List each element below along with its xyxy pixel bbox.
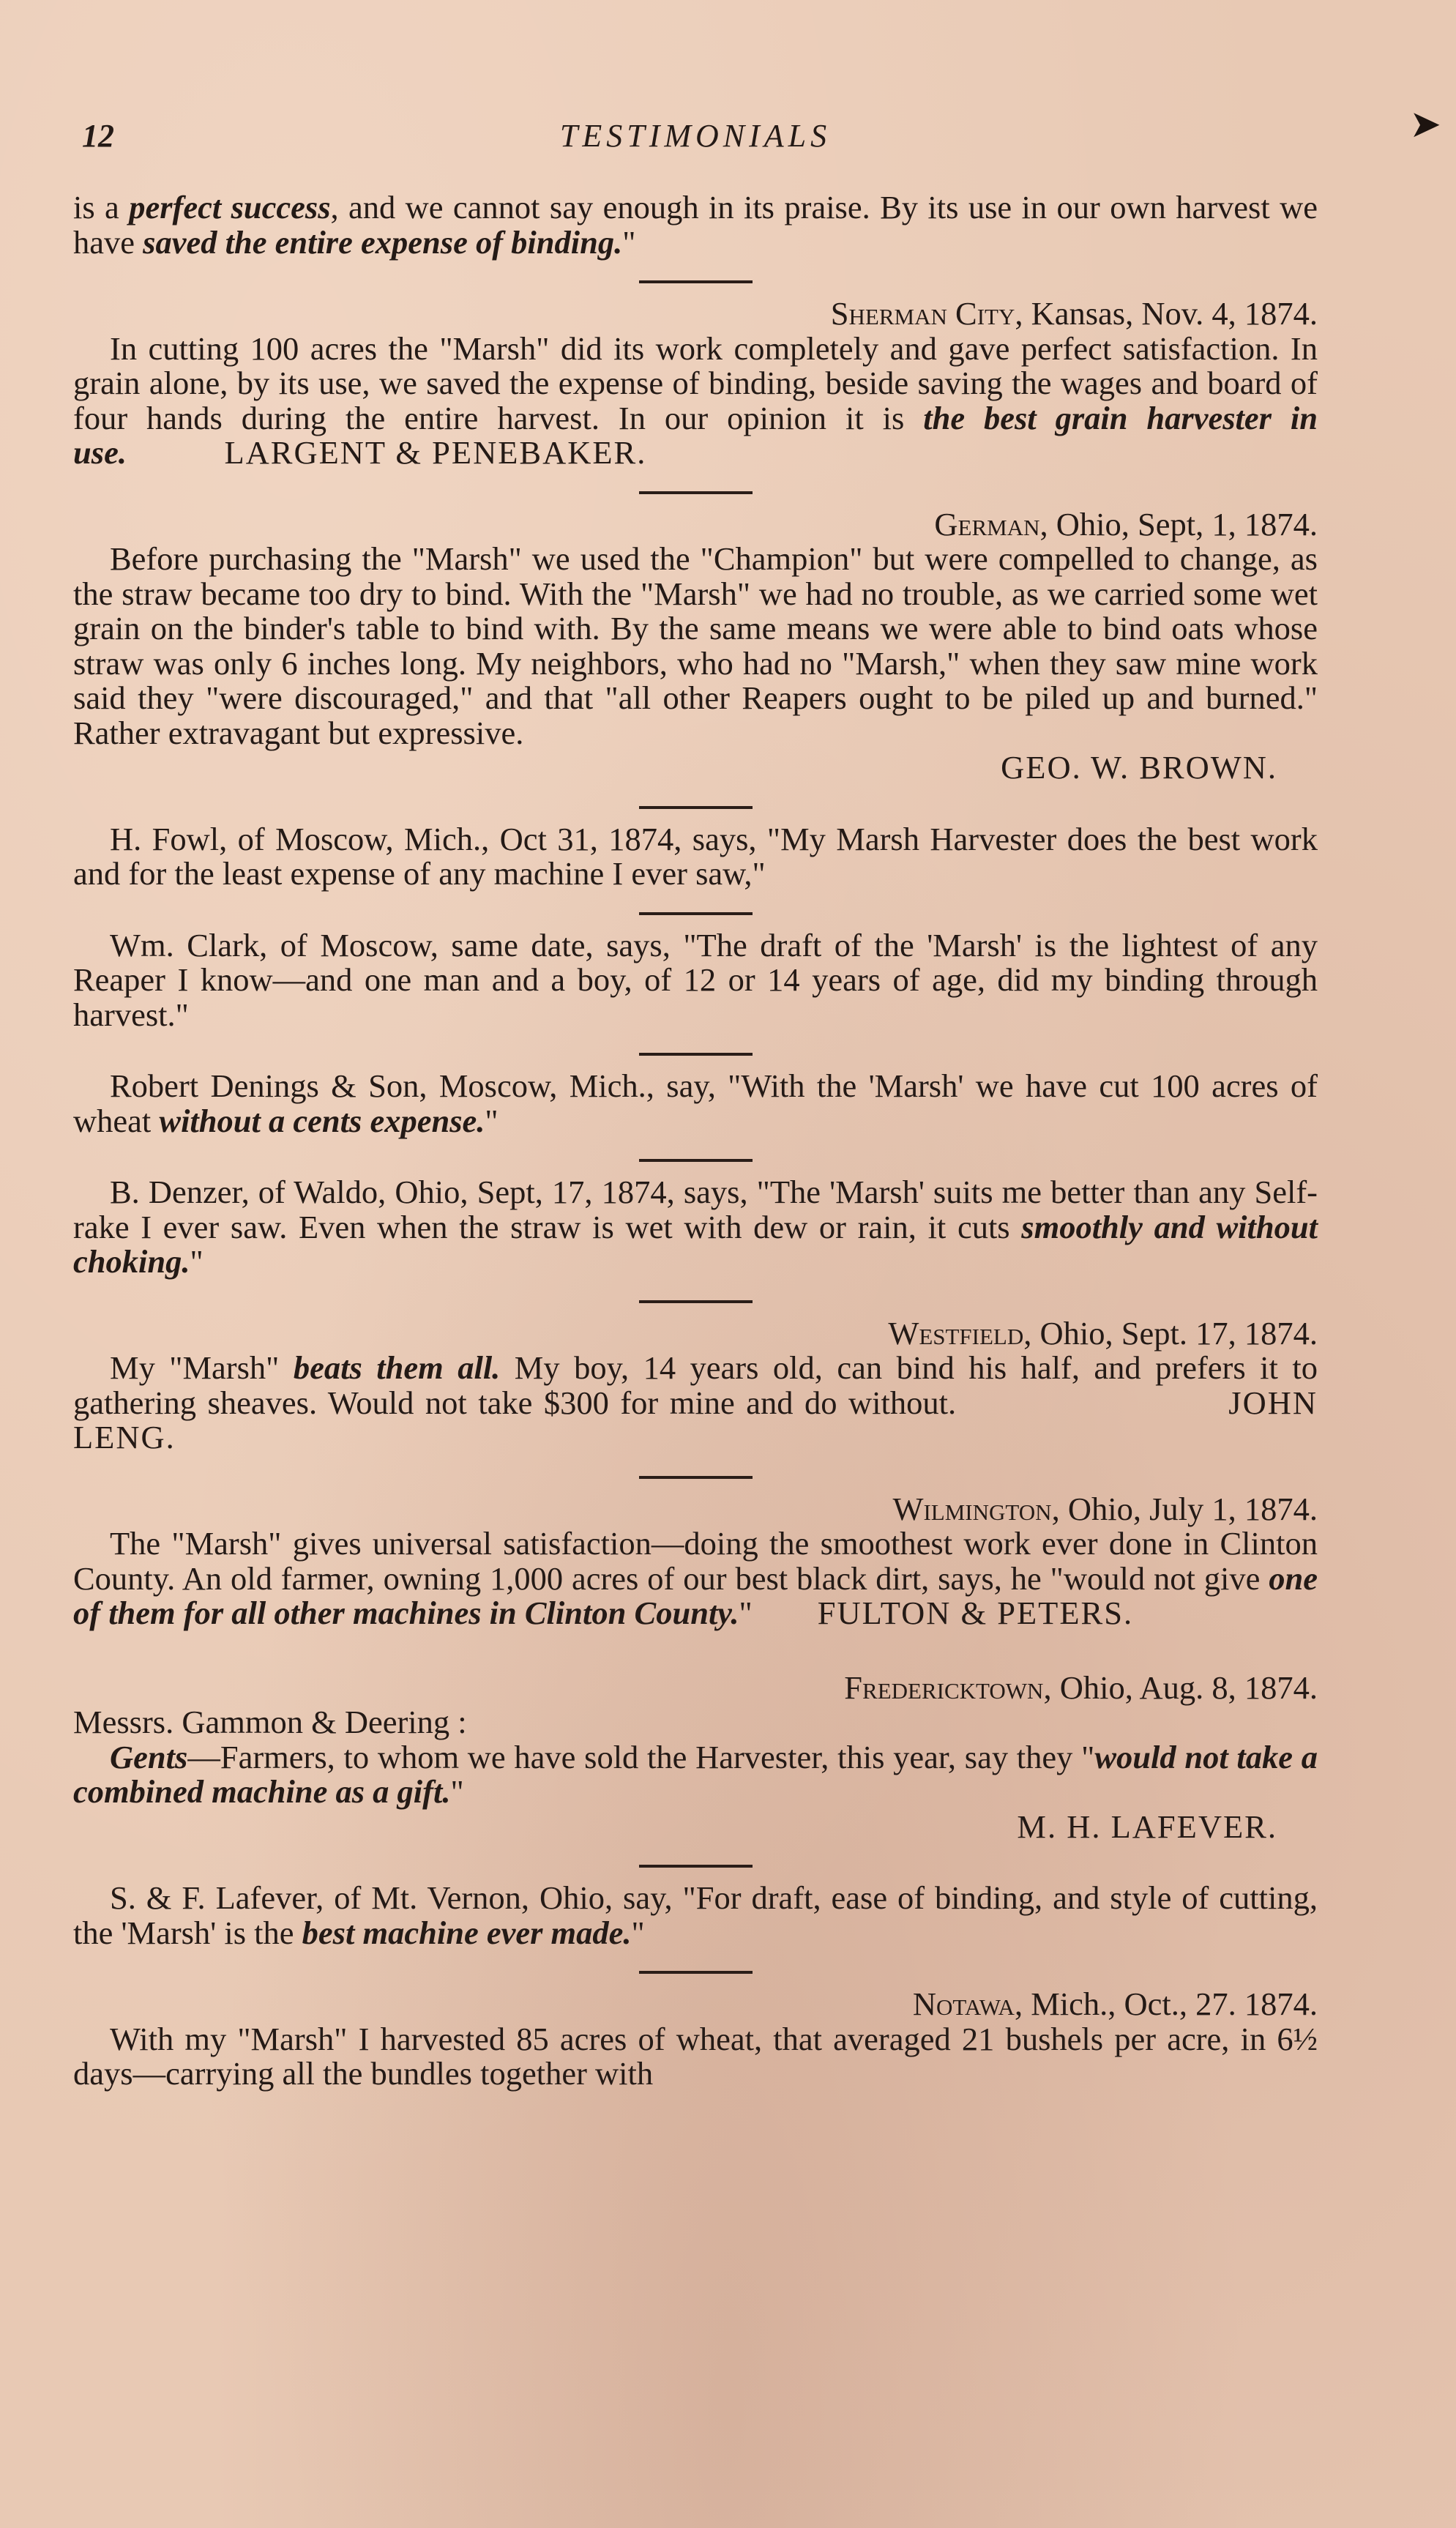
- testimonial-wilmington: [73, 1492, 1318, 1631]
- signature: JOHN LENG.: [73, 1384, 1318, 1455]
- testimonial-text: S. & F. Lafever, of Mt. Vernon, Ohio, say, "For draft, ease of binding, and style of cutting, the 'Marsh' is the best machine ever made.": [73, 1879, 1318, 1951]
- testimonial-text: Gents—Farmers, to whom we have sold the Harvester, this year, say they "would not take a combined machine as a gift.": [73, 1738, 1318, 1810]
- testimonial-continuation: [73, 190, 1318, 260]
- dateline: Sherman City, Kansas, Nov. 4, 1874.: [830, 295, 1318, 332]
- divider-rule: [639, 912, 753, 915]
- dateline: German, Ohio, Sept, 1, 1874.: [934, 505, 1318, 542]
- testimonial-german: [73, 507, 1318, 786]
- signature: M. H. LAFEVER.: [1017, 1808, 1277, 1845]
- testimonial-text: Wm. Clark, of Moscow, same date, says, "The draft of the 'Marsh' is the lightest of any Reaper I know—and one man and a boy, of 12 or 14 years of age, did my binding through harvest.": [73, 926, 1318, 1033]
- divider-rule: [639, 280, 753, 283]
- testimonial-fredericktown: [73, 1668, 1318, 1845]
- divider-rule: [639, 1655, 753, 1658]
- signature: FULTON & PETERS.: [817, 1595, 1134, 1631]
- testimonial-clark: [73, 928, 1318, 1033]
- dateline: Fredericktown, Ohio, Aug. 8, 1874.: [844, 1668, 1318, 1706]
- testimonial-text: With my "Marsh" I harvested 85 acres of wheat, that averaged 21 bushels per acre, in 6½ days—carrying all the bundles together with: [73, 2020, 1318, 2092]
- page-number: 12: [82, 118, 114, 154]
- testimonial-sherman-city: [73, 297, 1318, 471]
- divider-rule: [639, 1053, 753, 1056]
- signature: GEO. W. BROWN.: [1001, 749, 1277, 786]
- testimonial-westfield: [73, 1316, 1318, 1455]
- testimonial-denings: [73, 1069, 1318, 1138]
- corner-arrow-icon: ➤: [1409, 104, 1441, 146]
- testimonial-text: is a perfect success, and we cannot say enough in its praise. By its use in our own harvest we have saved the entire expense of binding.": [73, 189, 1318, 261]
- testimonial-denzer: [73, 1175, 1318, 1280]
- divider-rule: [639, 806, 753, 809]
- dateline: Westfield, Ohio, Sept. 17, 1874.: [888, 1314, 1318, 1351]
- testimonials-content: [73, 190, 1318, 2092]
- testimonial-text: B. Denzer, of Waldo, Ohio, Sept, 17, 1874, says, "The 'Marsh' suits me better than any Self-rake I ever saw. Even when the straw is wet with dew or rain, it cuts smoothly and without choking.": [73, 1174, 1318, 1280]
- divider-rule: [639, 491, 753, 494]
- signature: LARGENT & PENEBAKER.: [224, 434, 647, 471]
- divider-rule: [639, 1476, 753, 1479]
- testimonial-text: The "Marsh" gives universal satisfaction—doing the smoothest work ever done in Clinton County. An old farmer, owning 1,000 acres of our best black dirt, says, he "would not give one of them for all other machines in Clinton County." FULTON & PETERS.: [73, 1525, 1318, 1631]
- divider-rule: [639, 1971, 753, 1974]
- salutation: Messrs. Gammon & Deering :: [73, 1704, 467, 1740]
- page-header: [73, 117, 1318, 190]
- testimonial-text: In cutting 100 acres the "Marsh" did its work completely and gave perfect satisfaction. In grain alone, by its use, we saved the expense of binding, beside saving the wages and board of four hands during the entire harvest. In our opinion it is the best grain harvester in use. LARGENT & PENEBAKER.: [73, 329, 1318, 471]
- testimonial-text: H. Fowl, of Moscow, Mich., Oct 31, 1874, says, "My Marsh Harvester does the best work and for the least expense of any machine I ever saw,": [73, 820, 1318, 892]
- dateline: Notawa, Mich., Oct., 27. 1874.: [912, 1986, 1318, 2022]
- dateline: Wilmington, Ohio, July 1, 1874.: [892, 1490, 1318, 1527]
- divider-rule: [639, 1865, 753, 1868]
- testimonial-text: My "Marsh" beats them all. My boy, 14 years old, can bind his half, and prefers it to gathering sheaves. Would not take $300 for mine and do without. JOHN LENG.: [73, 1349, 1318, 1455]
- testimonial-lafever: [73, 1881, 1318, 1950]
- running-title: TESTIMONIALS: [559, 118, 832, 154]
- divider-rule: [639, 1159, 753, 1162]
- divider-rule: [639, 1300, 753, 1303]
- testimonial-fowl: [73, 822, 1318, 892]
- page: [73, 117, 1318, 2092]
- testimonial-notawa: [73, 1987, 1318, 2092]
- testimonial-text: Robert Denings & Son, Moscow, Mich., say, "With the 'Marsh' we have cut 100 acres of wheat without a cents expense.": [73, 1067, 1318, 1139]
- testimonial-text: Before purchasing the "Marsh" we used the "Champion" but were compelled to change, as the straw became too dry to bind. With the "Marsh" we had no trouble, as we carried some wet grain on the binder's table to bind with. By the same means we were able to bind oats whose straw was only 6 inches long. My neighbors, who had no "Marsh," when they saw mine work said they "were discouraged," and that "all other Reapers ought to be piled up and burned." Rather extravagant but expressive.: [73, 540, 1318, 751]
